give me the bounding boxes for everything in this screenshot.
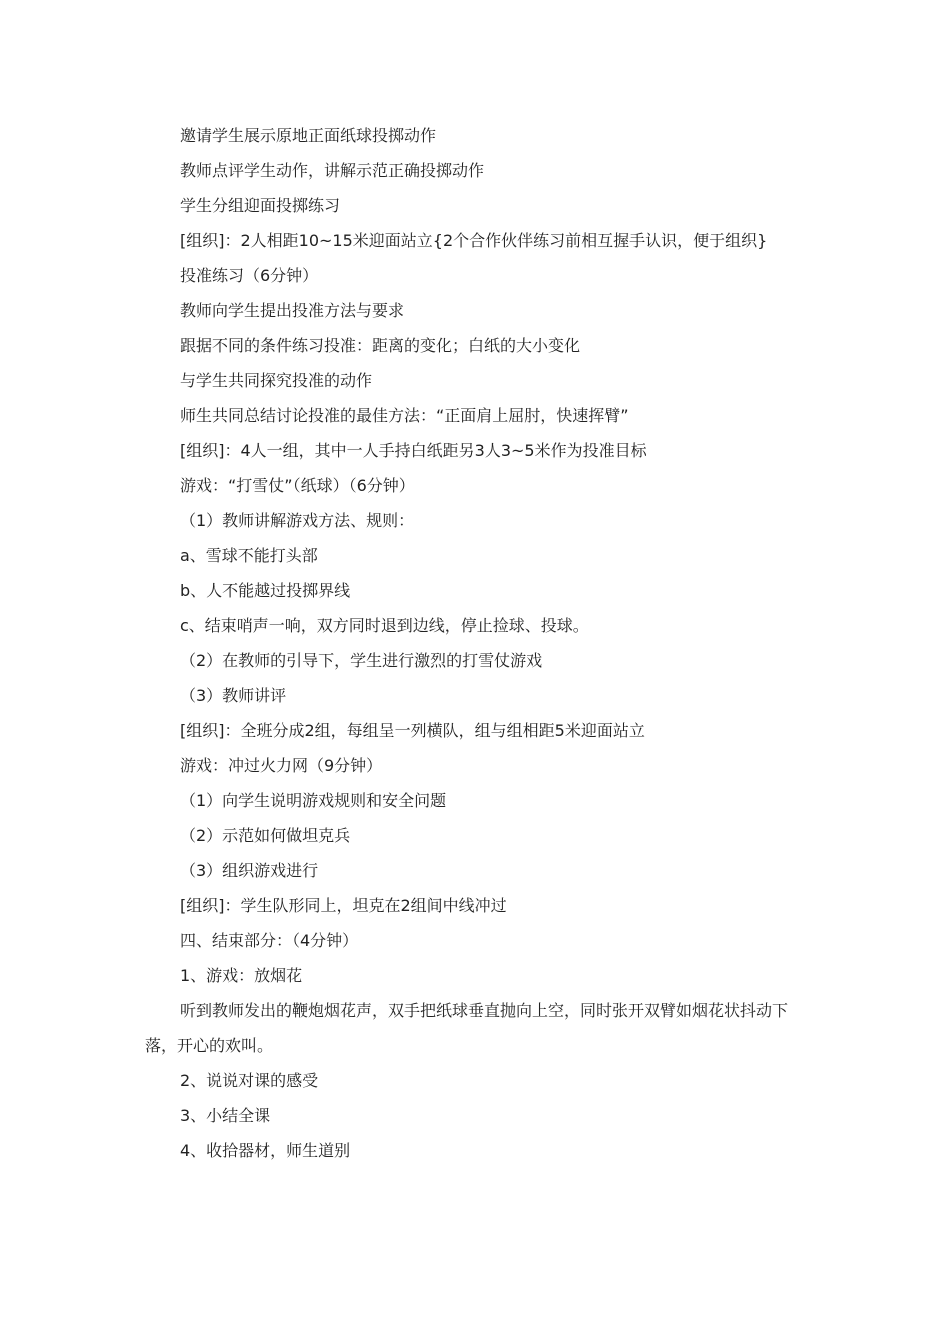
paragraph-16: （2）在教师的引导下，学生进行激烈的打雪仗游戏 (180, 651, 543, 670)
paragraph-18: [组织]：全班分成2组，每组呈一列横队，组与组相距5米迎面站立 (180, 721, 645, 740)
paragraph-23: [组织]：学生队形同上，坦克在2组间中线冲过 (180, 896, 507, 915)
paragraph-1: 邀请学生展示原地正面纸球投掷动作 (180, 126, 437, 145)
paragraph-26: 听到教师发出的鞭炮烟花声，双手把纸球垂直抛向上空，同时张开双臂如烟花状抖动下落，开心的欢叫。 (145, 1001, 789, 1055)
document-body (145, 118, 810, 1168)
paragraph-15: c、结束哨声一响，双方同时退到边线，停止捡球、投球。 (180, 616, 589, 635)
paragraph-4: [组织]：2人相距10~15米迎面站立{2个合作伙伴练习前相互握手认识，便于组织} (180, 231, 768, 250)
paragraph-6: 教师向学生提出投准方法与要求 (180, 301, 405, 320)
paragraph-28: 3、小结全课 (180, 1106, 271, 1125)
paragraph-13: a、雪球不能打头部 (180, 546, 318, 565)
paragraph-22: （3）组织游戏进行 (180, 861, 319, 880)
paragraph-17: （3）教师讲评 (180, 686, 287, 705)
paragraph-7: 跟据不同的条件练习投准：距离的变化；白纸的大小变化 (180, 336, 581, 355)
paragraph-9: 师生共同总结讨论投准的最佳方法：“正面肩上屈肘，快速挥臂” (180, 406, 629, 425)
paragraph-20: （1）向学生说明游戏规则和安全问题 (180, 791, 447, 810)
paragraph-29: 4、收拾器材，师生道别 (180, 1141, 351, 1160)
paragraph-21: （2）示范如何做坦克兵 (180, 826, 351, 845)
paragraph-19: 游戏：冲过火力网（9分钟） (180, 756, 383, 775)
paragraph-12: （1）教师讲解游戏方法、规则： (180, 511, 415, 530)
paragraph-2: 教师点评学生动作，讲解示范正确投掷动作 (180, 161, 485, 180)
paragraph-8: 与学生共同探究投准的动作 (180, 371, 373, 390)
paragraph-25: 1、游戏：放烟花 (180, 966, 303, 985)
paragraph-24: 四、结束部分：（4分钟） (180, 931, 359, 950)
paragraph-5: 投准练习（6分钟） (180, 266, 319, 285)
paragraph-11: 游戏：“打雪仗”（纸球）（6分钟） (180, 476, 415, 495)
paragraph-3: 学生分组迎面投掷练习 (180, 196, 341, 215)
paragraph-27: 2、说说对课的感受 (180, 1071, 319, 1090)
paragraph-14: b、人不能越过投掷界线 (180, 581, 351, 600)
paragraph-10: [组织]：4人一组，其中一人手持白纸距另3人3~5米作为投准目标 (180, 441, 647, 460)
